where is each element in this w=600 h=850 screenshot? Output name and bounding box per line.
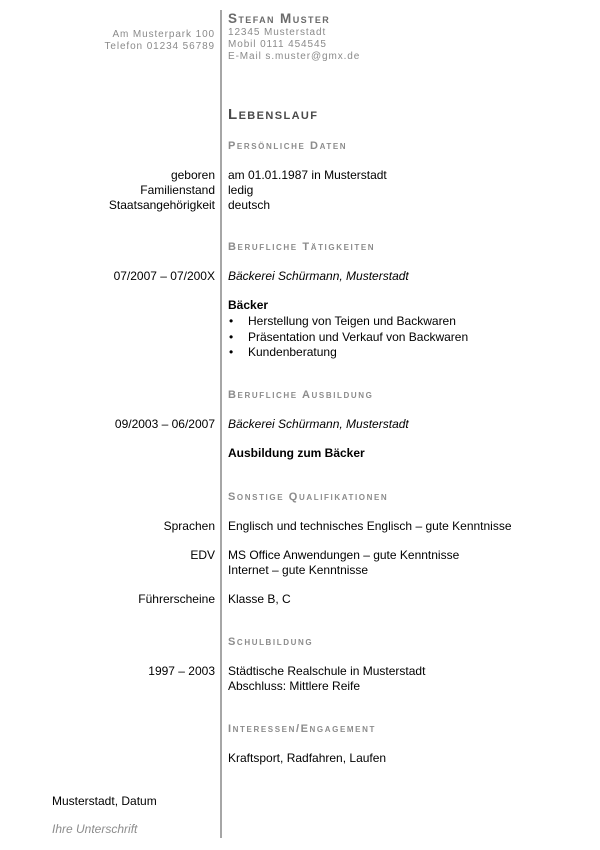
section-heading-training: Berufliche Ausbildung [228,389,374,401]
section-heading-qualifications: Sonstige Qualifikationen [228,491,389,503]
work-position: Bäcker [228,298,269,312]
value-born: am 01.01.1987 in Musterstadt [228,168,387,182]
work-task-list [228,314,468,361]
school-name: Städtische Realschule in Musterstadt [228,664,426,678]
school-period: 1997 – 2003 [148,664,215,678]
person-name: Stefan Muster [228,11,331,26]
value-license: Klasse B, C [228,592,291,606]
city-line: 12345 Musterstadt [228,27,327,38]
training-employer: Bäckerei Schürmann, Musterstadt [228,417,409,431]
value-languages: Englisch und technisches Englisch – gute Kenntnisse [228,519,512,533]
value-interests: Kraftsport, Radfahren, Laufen [228,751,387,765]
list-item: • Präsentation und Verkauf von Backwaren [228,330,468,346]
value-edv-internet: Internet – gute Kenntnisse [228,563,369,577]
header-contact-left [60,29,215,53]
document-title: Lebenslauf [228,106,319,123]
section-heading-work: Berufliche Tätigkeiten [228,241,376,253]
phone-line: Telefon 01234 56789 [104,41,215,52]
label-nationality: Staatsangehörigkeit [108,198,215,212]
list-item: • Kundenberatung [228,345,468,361]
vertical-divider [220,10,222,838]
section-heading-personal: Persönliche Daten [228,140,348,152]
value-edv-office: MS Office Anwendungen – gute Kenntnisse [228,548,460,562]
label-marital-status: Familienstand [140,183,215,197]
label-born: geboren [170,168,215,182]
place-date: Musterstadt, Datum [52,794,157,808]
section-heading-school: Schulbildung [228,636,314,648]
school-degree: Abschluss: Mittlere Reife [228,679,361,693]
section-heading-interests: Interessen/Engagement [228,723,376,735]
label-edv: EDV [190,548,215,562]
training-degree: Ausbildung zum Bäcker [228,446,365,460]
list-item: • Herstellung von Teigen und Backwaren [228,314,468,330]
training-period: 09/2003 – 06/2007 [114,417,215,431]
header-contact-right [228,11,360,63]
label-license: Führerscheine [138,592,215,606]
mobile-line: Mobil 0111 454545 [228,39,327,50]
work-employer: Bäckerei Schürmann, Musterstadt [228,269,409,283]
email-line: E-Mail s.muster@gmx.de [228,51,361,62]
work-period: 07/2007 – 07/200X [113,269,215,283]
label-languages: Sprachen [163,519,215,533]
address-line: Am Musterpark 100 [112,29,215,40]
value-marital-status: ledig [228,183,254,197]
value-nationality: deutsch [228,198,271,212]
signature: Ihre Unterschrift [52,822,138,836]
